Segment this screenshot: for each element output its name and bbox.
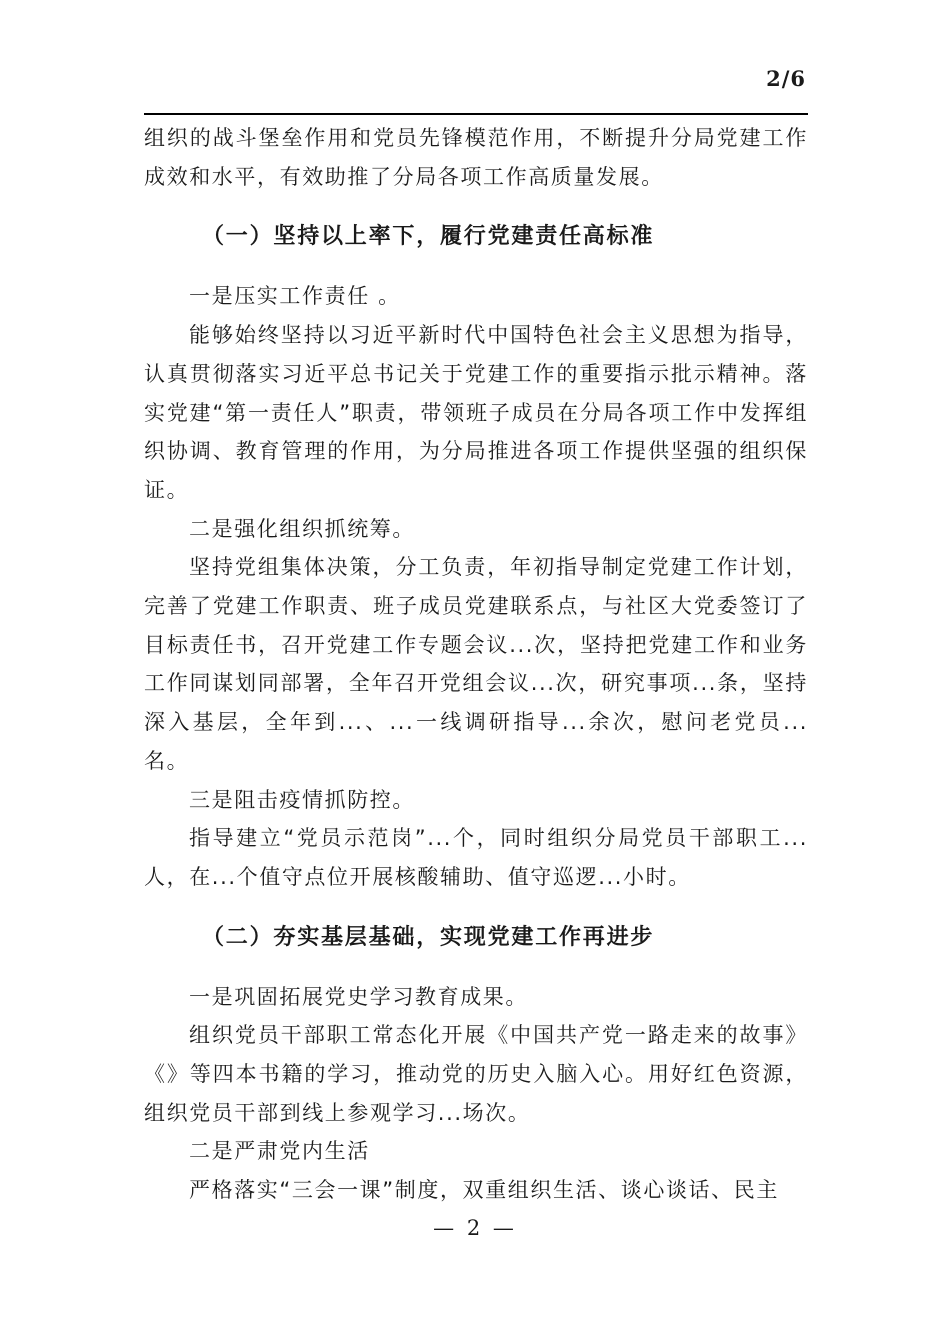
section-1-item-3-heading: 三是阻击疫情抓防控。 [189, 787, 415, 812]
document-body [144, 119, 808, 1210]
header-rule [144, 113, 808, 115]
section-2-item-1-heading: 一是巩固拓展党史学习教育成果。 [189, 984, 528, 1009]
section-1-item-2-text: 坚持党组集体决策，分工负责，年初指导制定党建工作计划，完善了党建工作职责、班子成员党建联系点，与社区大党委签订了目标责任书，召开党建工作专题会议...次，坚持把党建工作和业务工作同谋划同部署，全年召开党组会议...次，研究事项...条，坚持深入基层，全年到...、...一线调研指导...余次，慰问老党员...名。 [144, 555, 808, 773]
page-counter: 2/6 [766, 66, 806, 91]
section-1-title: （一）坚持以上率下，履行党建责任高标准 [202, 224, 655, 250]
intro-paragraph: 组织的战斗堡垒作用和党员先锋模范作用，不断提升分局党建工作成效和水平，有效助推了分局各项工作高质量发展。 [144, 126, 808, 189]
section-1-item-2-heading: 二是强化组织抓统筹。 [189, 516, 415, 541]
section-1-item-3-text: 指导建立“党员示范岗”...个，同时组织分局党员干部职工...人，在...个值守点位开展核酸辅助、值守巡逻...小时。 [144, 826, 808, 889]
section-1-item-1-heading: 一是压实工作责任 。 [189, 284, 401, 309]
section-2-title: （二）夯实基层基础，实现党建工作再进步 [202, 924, 655, 950]
section-2-item-2-heading: 二是严肃党内生活 [189, 1139, 370, 1164]
page-number: — 2 — [433, 1216, 517, 1240]
section-2-item-1-text: 组织党员干部职工常态化开展《中国共产党一路走来的故事》《》等四本书籍的学习，推动党的历史入脑入心。用好红色资源，组织党员干部到线上参观学习...场次。 [144, 1023, 808, 1125]
section-1-item-1-text: 能够始终坚持以习近平新时代中国特色社会主义思想为指导，认真贯彻落实习近平总书记关于党建工作的重要指示批示精神。落实党建“第一责任人”职责，带领班子成员在分局各项工作中发挥组织协调、教育管理的作用，为分局推进各项工作提供坚强的组织保证。 [144, 323, 808, 502]
section-2-item-2-text: 严格落实“三会一课”制度，双重组织生活、谈心谈话、民主 [189, 1178, 779, 1203]
